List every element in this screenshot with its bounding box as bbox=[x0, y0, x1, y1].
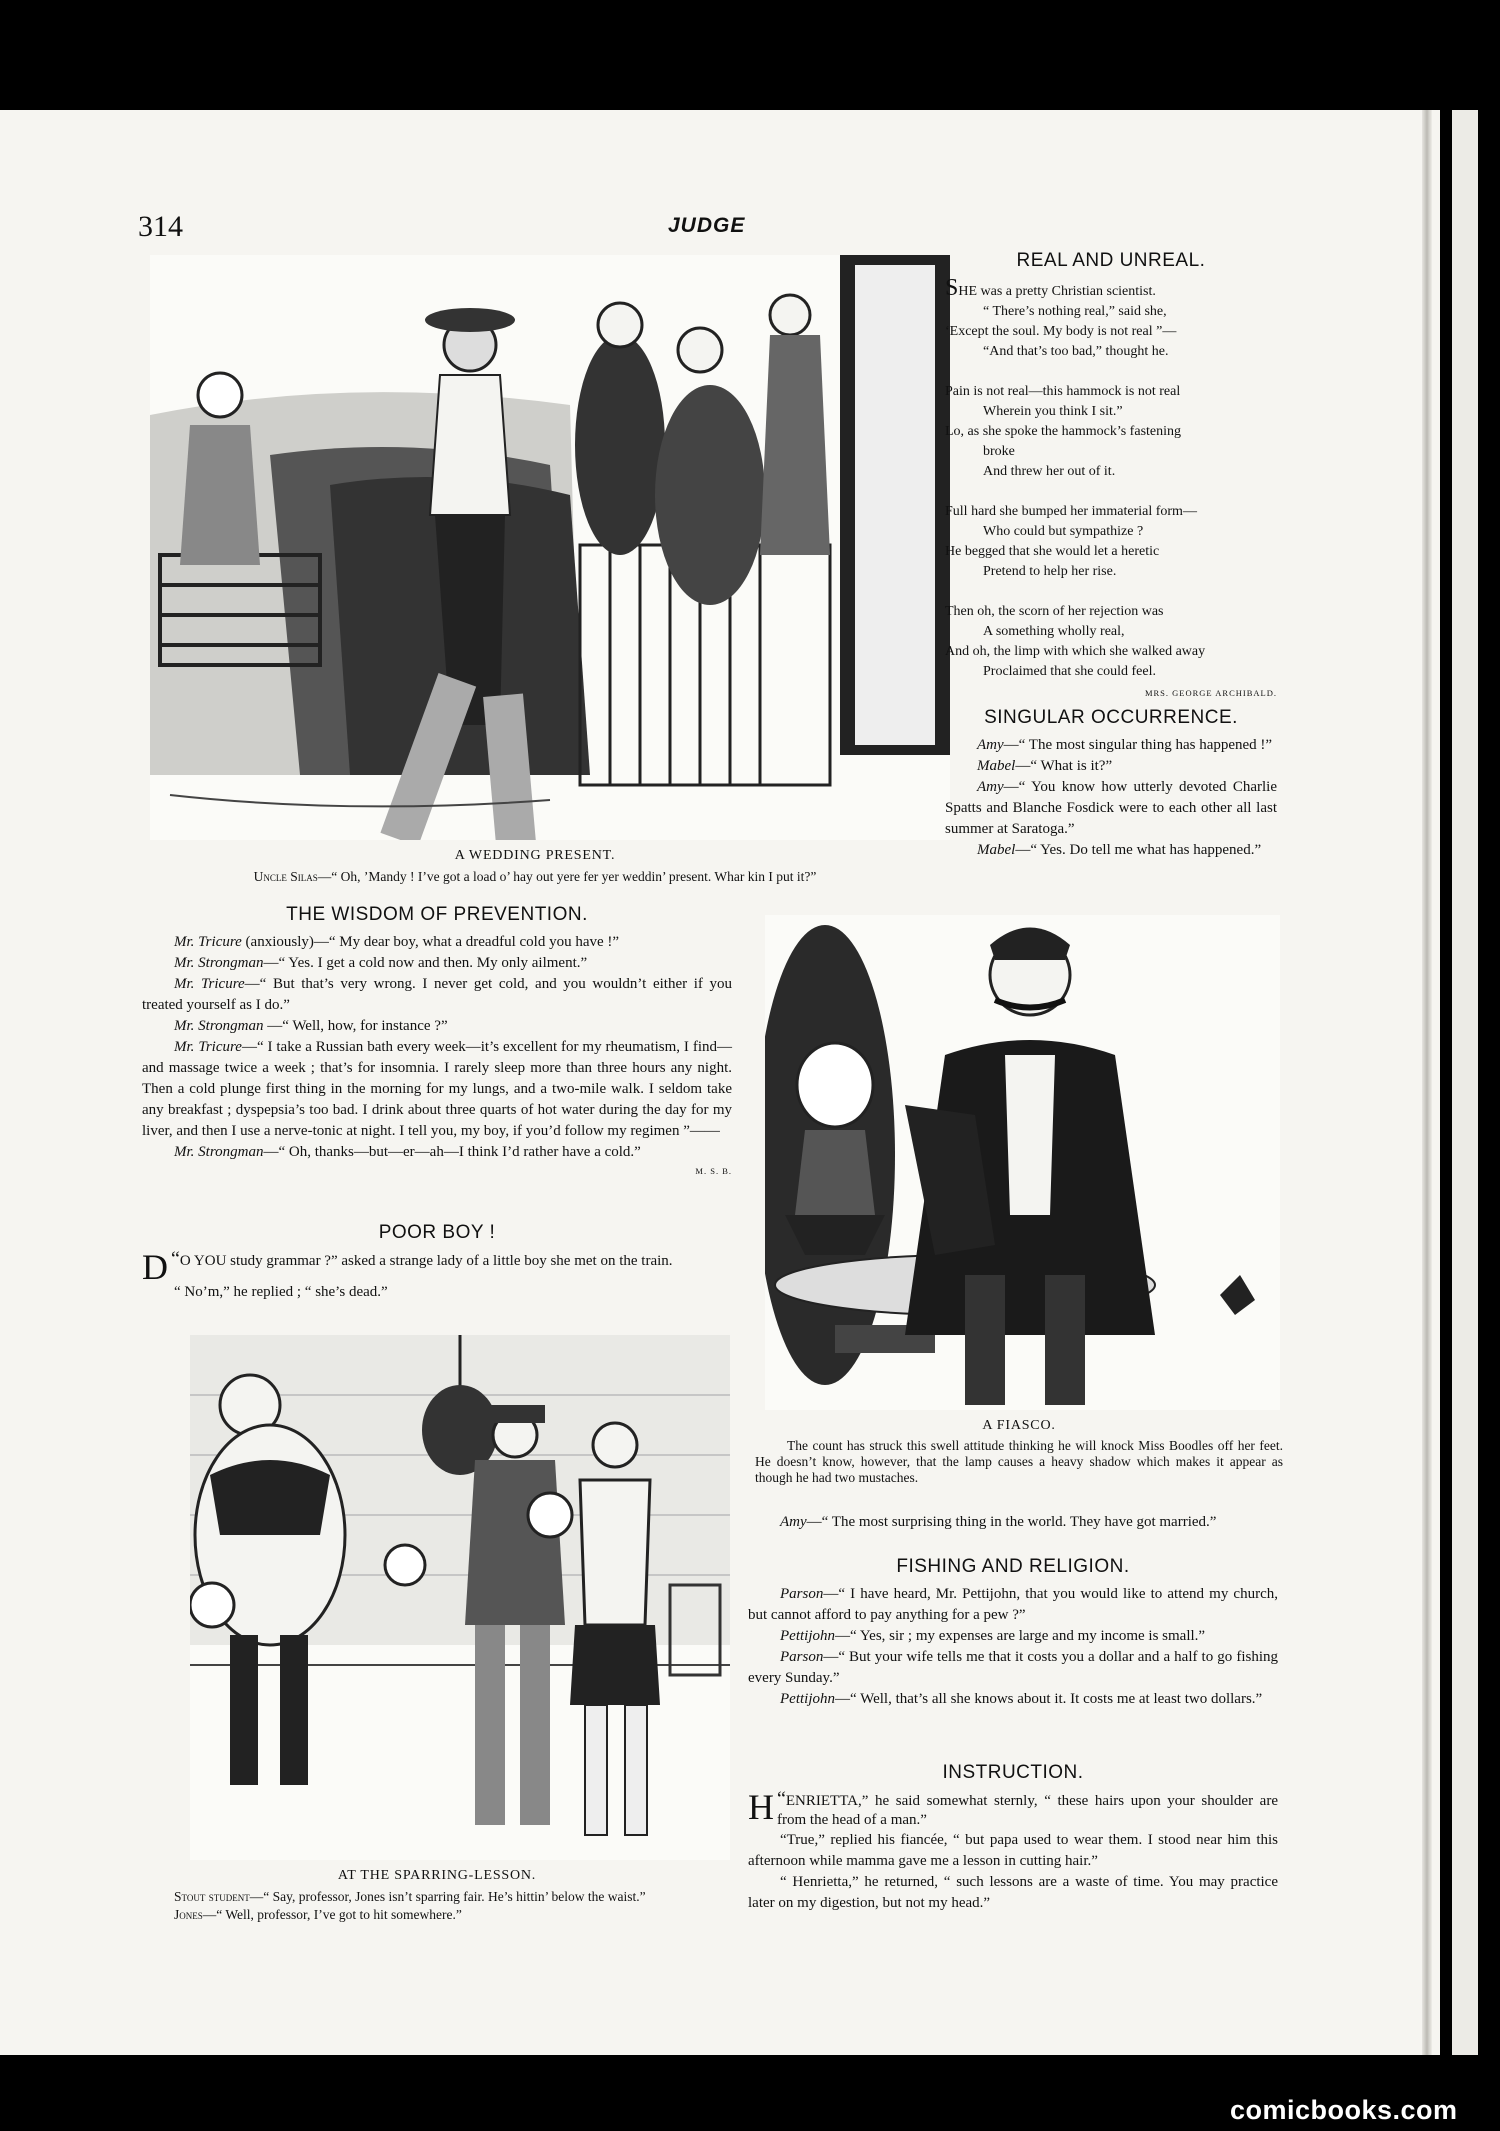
prevention-line bbox=[142, 1037, 732, 1142]
fishing-text: —“ Yes, sir ; my expenses are large and my income is small.” bbox=[835, 1628, 1206, 1644]
singular-text: —“ What is it?” bbox=[1015, 758, 1113, 774]
real-unreal-poem bbox=[945, 250, 1277, 698]
poem-line bbox=[945, 662, 1277, 682]
instruction-title: INSTRUCTION. bbox=[942, 1762, 1084, 1783]
poem-line-text: Then oh, the scorn of her rejection was bbox=[945, 604, 1164, 619]
poor-boy-open-quote: “ bbox=[171, 1248, 180, 1270]
instruction-drop-cap: H bbox=[748, 1787, 774, 1827]
wedding-speaker: Uncle Silas bbox=[253, 869, 318, 884]
fishing-text: —“ Well, that’s all she knows about it. It costs me at least two dollars.” bbox=[835, 1691, 1263, 1707]
poem-line bbox=[945, 322, 1277, 342]
singular-line bbox=[945, 777, 1277, 840]
fishing-line bbox=[748, 1689, 1278, 1710]
poem-line bbox=[945, 422, 1277, 442]
instruction-article bbox=[748, 1762, 1278, 1914]
poem-line-text: Full hard she bumped her immaterial form— bbox=[945, 504, 1197, 519]
prevention-speaker: Mr. Strongman bbox=[174, 1018, 264, 1034]
poem-line-text: Lo, as she spoke the hammock’s fastening bbox=[945, 424, 1182, 439]
singular-title: SINGULAR OCCURRENCE. bbox=[984, 707, 1238, 728]
poem-stanza bbox=[945, 275, 1277, 362]
sparring-line2-text: —“ Well, professor, I’ve got to hit somewhere.” bbox=[202, 1907, 462, 1922]
singular-ending bbox=[748, 1512, 1278, 1533]
instruction-p1 bbox=[748, 1787, 1278, 1830]
wedding-illustration bbox=[150, 255, 950, 840]
poem-stanza bbox=[945, 502, 1277, 582]
prevention-speaker: Mr. Tricure bbox=[174, 934, 242, 950]
poem-line bbox=[945, 642, 1277, 662]
instruction-open-quote: “ bbox=[777, 1788, 786, 1810]
amy-final-text: —“ The most surprising thing in the world. They have got married.” bbox=[806, 1514, 1217, 1530]
sparring-speaker2: Jones bbox=[174, 1907, 203, 1922]
fishing-line bbox=[748, 1647, 1278, 1689]
prevention-line bbox=[142, 1016, 732, 1037]
poem-drop-cap: S bbox=[945, 275, 959, 301]
fiasco-title: A FIASCO. bbox=[982, 1418, 1056, 1433]
poor-boy-drop-cap: D bbox=[142, 1247, 168, 1287]
sparring-line1-text: —“ Say, professor, Jones isn’t sparring fair. He’s hittin’ below the waist.” bbox=[249, 1889, 646, 1904]
fishing-title: FISHING AND RELIGION. bbox=[896, 1556, 1130, 1577]
singular-line bbox=[945, 840, 1277, 861]
poor-boy-title: POOR BOY ! bbox=[378, 1222, 496, 1243]
fiasco-caption: The count has struck this swell attitude thinking he will knock Miss Boodles off her feet. He doesn’t know, however, that the lamp causes a heavy shadow which makes it appear as though he had two mustaches. bbox=[755, 1438, 1283, 1485]
poem-line bbox=[945, 622, 1277, 642]
prevention-text: —“ Oh, thanks—but—er—ah—I think I’d rather have a cold.” bbox=[263, 1144, 641, 1160]
prevention-speaker: Mr. Strongman bbox=[174, 1144, 264, 1160]
poem-line-text: He begged that she would let a heretic bbox=[945, 544, 1160, 559]
poem-line-text: A something wholly real, bbox=[983, 624, 1125, 639]
sparring-line1 bbox=[142, 1888, 732, 1906]
watermark: comicbooks.com bbox=[1230, 2095, 1458, 2125]
sparring-title: AT THE SPARRING-LESSON. bbox=[337, 1868, 537, 1883]
poor-boy-line1: O YOU study grammar ?” asked a strange lady of a little boy she met on the train. bbox=[179, 1253, 673, 1269]
wedding-caption-block bbox=[135, 842, 935, 886]
poem-line bbox=[945, 342, 1277, 362]
poem-line bbox=[945, 382, 1277, 402]
instruction-p1-text: ENRIETTA,” he said somewhat sternly, “ these hairs upon your shoulder are from the head of a man.” bbox=[777, 1793, 1278, 1828]
poem-line bbox=[945, 502, 1277, 522]
poem-line-text: “And that’s too bad,” thought he. bbox=[983, 344, 1169, 359]
fishing-dialogue bbox=[748, 1584, 1278, 1710]
poem-line bbox=[945, 462, 1277, 482]
poem-line bbox=[945, 402, 1277, 422]
prevention-speaker: Mr. Tricure bbox=[174, 1039, 242, 1055]
page-fold bbox=[1422, 110, 1432, 2055]
fishing-line bbox=[748, 1584, 1278, 1626]
prevention-text: —“ Well, how, for instance ?” bbox=[263, 1018, 448, 1034]
poem-line-text: Who could but sympathize ? bbox=[983, 524, 1144, 539]
poor-boy-question bbox=[142, 1247, 732, 1287]
sparring-line2 bbox=[142, 1906, 732, 1924]
poem-line bbox=[945, 522, 1277, 542]
instruction-p3: “ Henrietta,” he returned, “ such lessons are a waste of time. You may practice later on my digestion, but not my head.” bbox=[748, 1874, 1278, 1911]
next-page-edge bbox=[1452, 110, 1478, 2055]
instruction-p2: “True,” replied his fiancée, “ but papa used to wear them. I stood near him this afternoon while mamma gave me a lesson in cutting hair.” bbox=[748, 1832, 1278, 1869]
fishing-speaker: Pettijohn bbox=[780, 1691, 835, 1707]
wedding-caption-text: —“ Oh, ’Mandy ! I’ve got a load o’ hay out yere fer yer weddin’ present. Whar kin I put it?” bbox=[317, 869, 817, 884]
prevention-line bbox=[142, 932, 732, 953]
singular-line bbox=[945, 735, 1277, 756]
poem-stanza bbox=[945, 602, 1277, 682]
prevention-text: —“ But that’s very wrong. I never get cold, and you wouldn’t either if you treated yourself as I do.” bbox=[142, 976, 732, 1013]
singular-text: —“ The most singular thing has happened !” bbox=[1003, 737, 1273, 753]
poem-line-text: HE was a pretty Christian scientist. bbox=[958, 284, 1156, 299]
magazine-title: JUDGE bbox=[668, 214, 746, 237]
prevention-line bbox=[142, 1142, 732, 1163]
poem-line-text: And threw her out of it. bbox=[983, 464, 1116, 479]
poem-line-text: Wherein you think I sit.” bbox=[983, 404, 1123, 419]
poor-boy-article bbox=[142, 1222, 732, 1303]
poem-line-text: broke bbox=[983, 444, 1015, 459]
fishing-text: —“ But your wife tells me that it costs you a dollar and a half to go fishing every Sunday.” bbox=[748, 1649, 1278, 1686]
fishing-speaker: Pettijohn bbox=[780, 1628, 835, 1644]
poem-stanzas bbox=[945, 275, 1277, 682]
poem-line-text: ‘Except the soul. My body is not real ”— bbox=[945, 324, 1177, 339]
prevention-text: (anxiously)—“ My dear boy, what a dreadful cold you have !” bbox=[241, 934, 620, 950]
prevention-line bbox=[142, 974, 732, 1016]
fiasco-illustration bbox=[765, 915, 1280, 1410]
prevention-speaker: Mr. Strongman bbox=[174, 955, 264, 971]
poem-line-text: Pretend to help her rise. bbox=[983, 564, 1117, 579]
fishing-article bbox=[748, 1556, 1278, 1710]
fishing-line bbox=[748, 1626, 1278, 1647]
prevention-line bbox=[142, 953, 732, 974]
singular-speaker: Mabel bbox=[977, 758, 1016, 774]
singular-text: —“ Yes. Do tell me what has happened.” bbox=[1015, 842, 1262, 858]
singular-speaker: Mabel bbox=[977, 842, 1016, 858]
poem-line-text: Proclaimed that she could feel. bbox=[983, 664, 1156, 679]
poem-signature: MRS. GEORGE ARCHIBALD. bbox=[1144, 688, 1277, 698]
real-unreal-title: REAL AND UNREAL. bbox=[1016, 250, 1206, 271]
fishing-speaker: Parson bbox=[780, 1649, 824, 1665]
poem-stanza bbox=[945, 382, 1277, 482]
poem-line-text: And oh, the limp with which she walked away bbox=[945, 644, 1206, 659]
poem-line bbox=[945, 442, 1277, 462]
poem-line-text: Pain is not real—this hammock is not real bbox=[945, 384, 1181, 399]
singular-text: —“ You know how utterly devoted Charlie Spatts and Blanche Fosdick were to each other all last summer at Saratoga.” bbox=[945, 779, 1277, 837]
poem-line bbox=[945, 275, 1277, 302]
sparring-illustration bbox=[190, 1335, 730, 1860]
fishing-speaker: Parson bbox=[780, 1586, 824, 1602]
prevention-text: —“ Yes. I get a cold now and then. My only ailment.” bbox=[263, 955, 588, 971]
wedding-title: A WEDDING PRESENT. bbox=[454, 848, 616, 863]
amy-final-line bbox=[748, 1512, 1278, 1533]
sparring-speaker1: Stout student bbox=[174, 1889, 250, 1904]
page-number: 314 bbox=[138, 210, 183, 243]
poem-line bbox=[945, 562, 1277, 582]
amy-final-speaker: Amy bbox=[780, 1514, 807, 1530]
prevention-signature: M. S. B. bbox=[695, 1166, 732, 1176]
singular-dialogue bbox=[945, 735, 1277, 861]
singular-speaker: Amy bbox=[977, 779, 1004, 795]
singular-article bbox=[945, 707, 1277, 861]
poor-boy-answer: “ No’m,” he replied ; “ she’s dead.” bbox=[174, 1284, 388, 1300]
singular-speaker: Amy bbox=[977, 737, 1004, 753]
poem-line bbox=[945, 602, 1277, 622]
singular-line bbox=[945, 756, 1277, 777]
prevention-dialogue bbox=[142, 932, 732, 1163]
prevention-speaker: Mr. Tricure bbox=[174, 976, 245, 992]
prevention-article bbox=[142, 904, 732, 1176]
fiasco-caption-block bbox=[755, 1418, 1283, 1486]
prevention-title: THE WISDOM OF PREVENTION. bbox=[286, 904, 588, 925]
fishing-text: —“ I have heard, Mr. Pettijohn, that you would like to attend my church, but cannot afford to pay anything for a pew ?” bbox=[748, 1586, 1278, 1623]
poem-line bbox=[945, 302, 1277, 322]
wedding-caption bbox=[135, 868, 935, 886]
prevention-text: —“ I take a Russian bath every week—it’s excellent for my rheumatism, I find—and massage twice a week ; that’s for insomnia. I rarely sleep more than three hours any night. Then a cold plunge first thing in the morning for my lungs, and a two-mile walk. I seldom take any breakfast ; dyspepsia’s too bad. I drink about three quarts of hot water during the day for my liver, and then I use a nerve-tonic at night. I tell you, my boy, if you’d follow my regimen ”—— bbox=[142, 1039, 732, 1139]
poem-line-text: “ There’s nothing real,” said she, bbox=[983, 304, 1167, 319]
poem-line bbox=[945, 542, 1277, 562]
sparring-caption-block bbox=[142, 1862, 732, 1924]
